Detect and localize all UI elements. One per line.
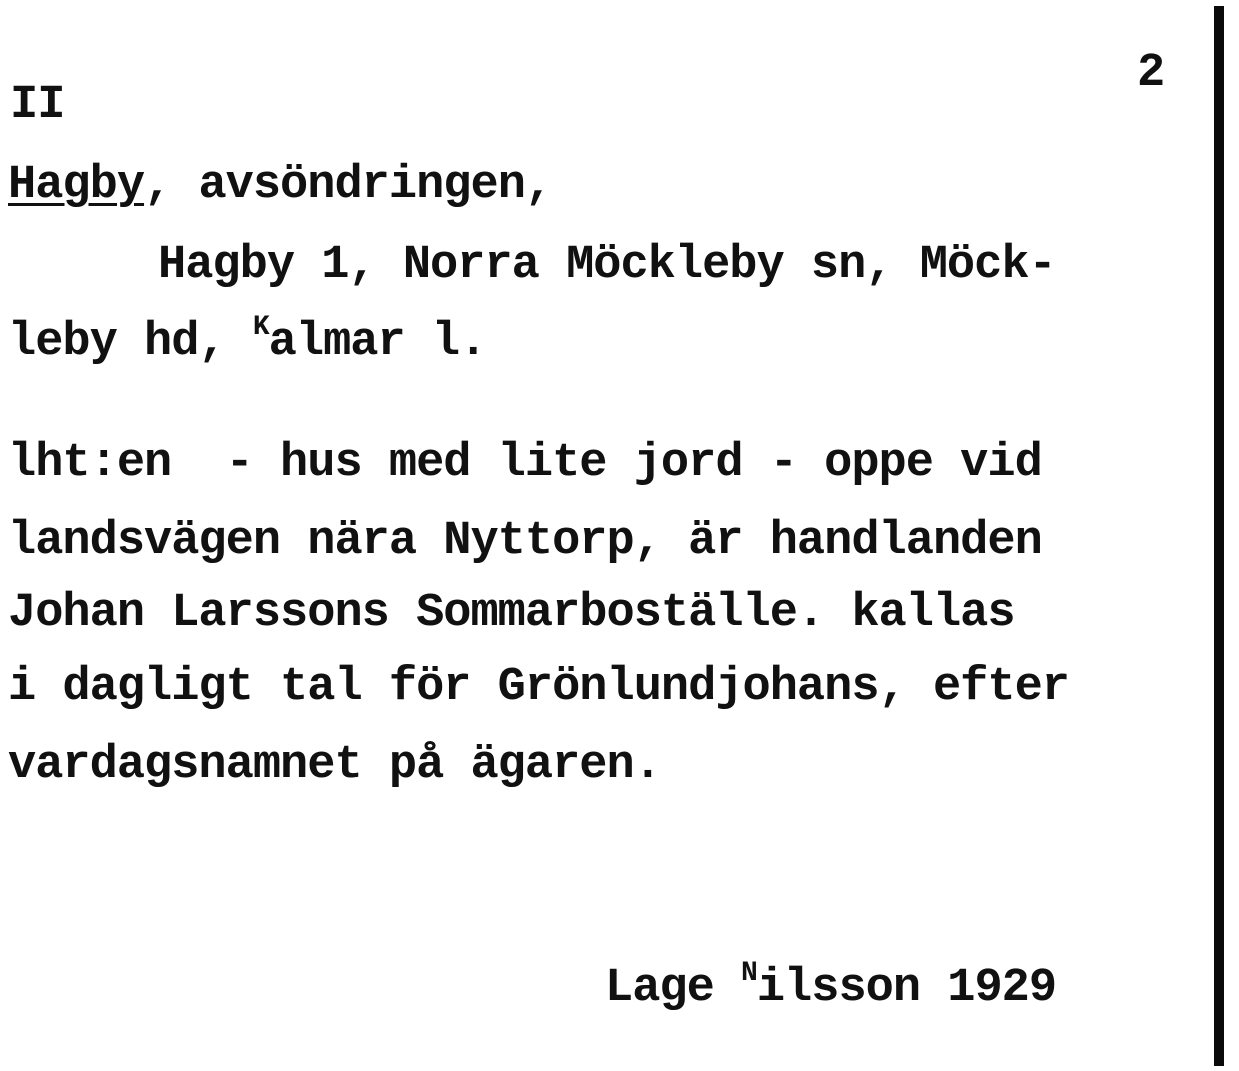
heading xyxy=(8,159,553,212)
signature-prefix: Lage xyxy=(605,962,742,1015)
handwritten-correction-k: K xyxy=(252,312,269,343)
section-number: II xyxy=(10,79,65,132)
location-line-2 xyxy=(8,312,487,369)
body-line-4: i dagligt tal för Grönlundjohans, efter xyxy=(8,661,1069,714)
page-number: 2 xyxy=(1137,47,1165,100)
heading-rest: , avsöndringen, xyxy=(144,159,553,212)
body-line-3: Johan Larssons Sommarboställe. kallas xyxy=(8,587,1015,640)
card-edge-line xyxy=(1214,6,1224,1066)
location-line-2-prefix: leby hd, xyxy=(8,316,253,369)
body-line-5: vardagsnamnet på ägaren. xyxy=(8,739,661,792)
body-line-2: landsvägen nära Nyttorp, är handlanden xyxy=(8,515,1042,568)
location-line-1: Hagby 1, Norra Möckleby sn, Möck- xyxy=(158,239,1056,292)
place-name: Hagby xyxy=(8,159,145,212)
handwritten-correction-n: N xyxy=(741,958,757,989)
signature xyxy=(605,958,1057,1015)
signature-rest: ilsson 1929 xyxy=(756,962,1057,1015)
body-line-1: lht:en - hus med lite jord - oppe vid xyxy=(8,437,1042,490)
location-line-2-rest: almar l. xyxy=(268,316,487,369)
